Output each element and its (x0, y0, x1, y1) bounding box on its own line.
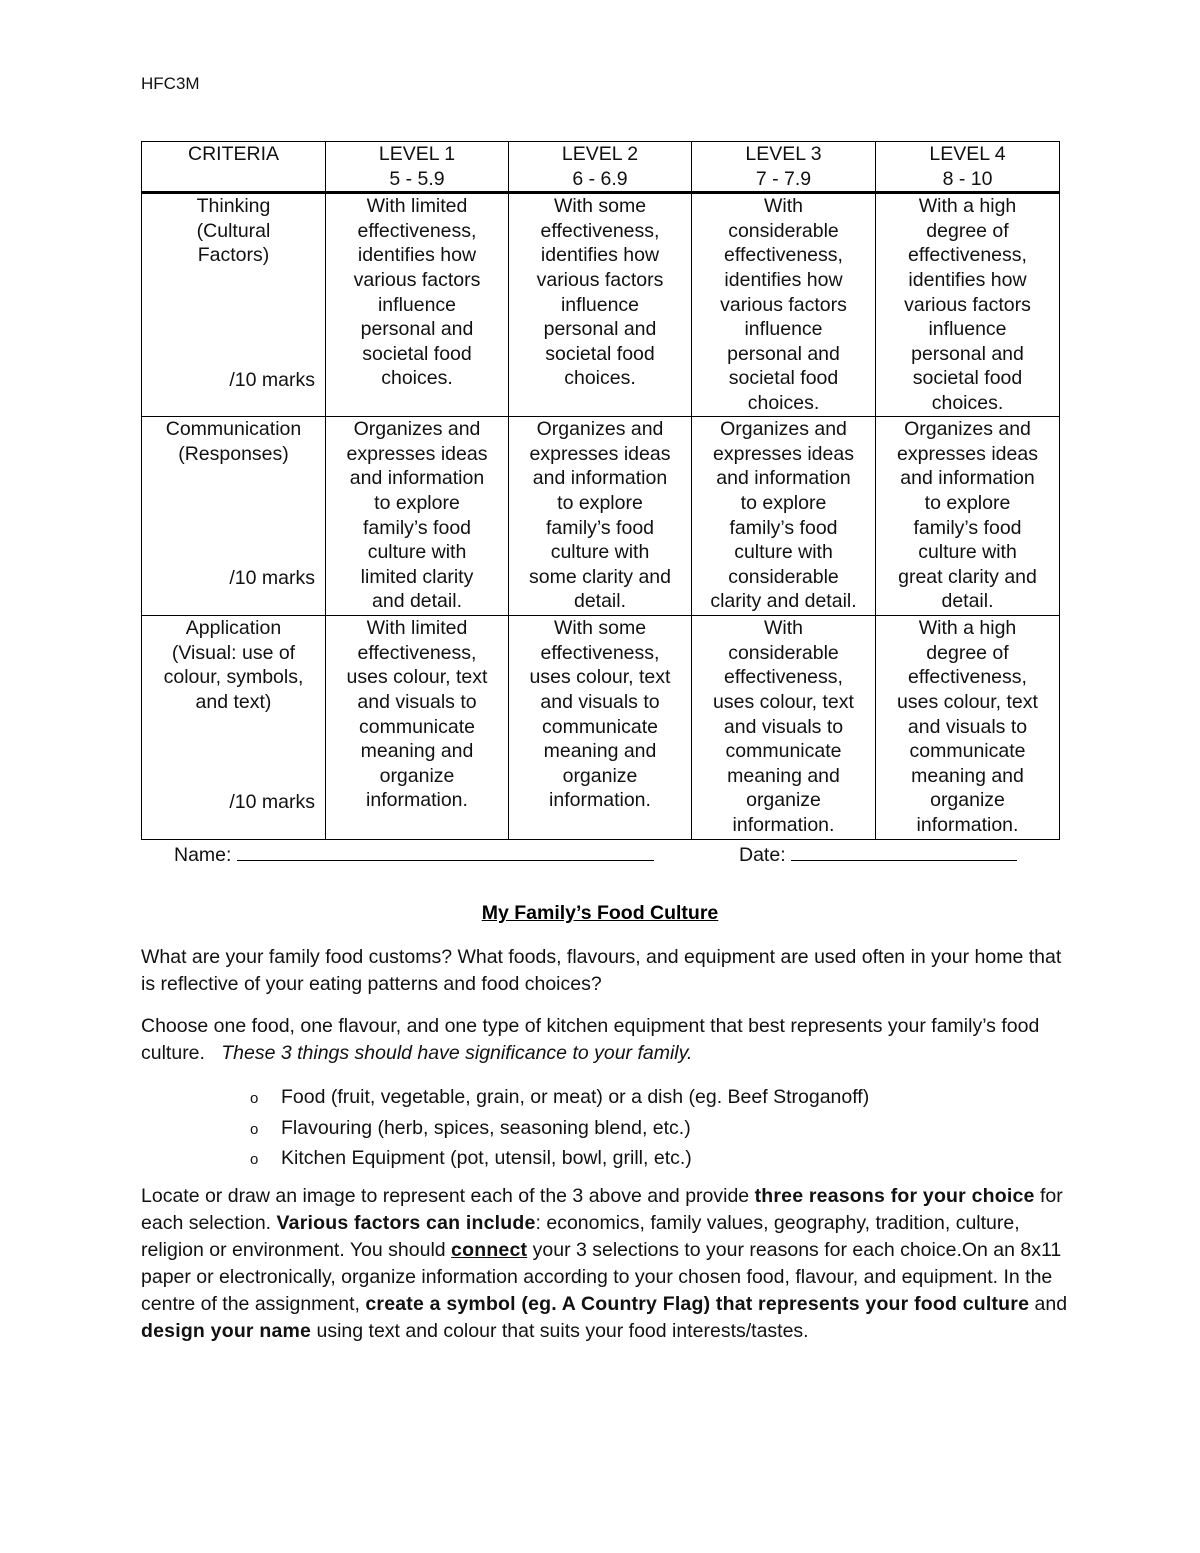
option-text: Kitchen Equipment (pot, utensil, bowl, grill, etc.) (281, 1147, 692, 1169)
descriptor-cell (326, 193, 509, 417)
descriptor-cell (509, 193, 692, 417)
level-2-label: LEVEL 2 (561, 143, 639, 165)
instr-text-1: Locate or draw an image to represent each of the 3 above and provide (141, 1185, 755, 1207)
criterion-marks: /10 marks (229, 369, 315, 392)
level-1-label: LEVEL 1 (378, 143, 456, 165)
criterion-marks: /10 marks (229, 567, 315, 590)
rubric-row-thinking (142, 193, 1060, 417)
descriptor-text: Organizes and expresses ideas and information to explore family’s food culture with great clarity and detail. (897, 418, 1038, 613)
descriptor-cell (876, 616, 1060, 840)
instr-text-3: : economics, family values, geography, tradition, culture, religion or environment. You should (141, 1212, 1020, 1261)
criterion-thinking (142, 193, 326, 417)
level-4-label: LEVEL 4 (929, 143, 1006, 165)
level-3-header (692, 142, 876, 193)
descriptor-text: With considerable effectiveness, identifies how various factors influence personal and societal food choices. (720, 195, 847, 414)
rubric-row-application (142, 616, 1060, 840)
bullet-icon: o (250, 1120, 259, 1138)
descriptor-text: With limited effectiveness, uses colour, text and visuals to communicate meaning and organize information. (346, 617, 488, 812)
descriptor-cell (876, 417, 1060, 616)
level-2-range: 6 - 6.9 (572, 167, 628, 190)
descriptor-text: Organizes and expresses ideas and information to explore family’s food culture with limited clarity and detail. (346, 418, 488, 613)
criterion-marks: /10 marks (229, 791, 315, 814)
descriptor-text: Organizes and expresses ideas and information to explore family’s food culture with considerable clarity and detail. (710, 418, 857, 613)
date-field-group (739, 842, 1017, 867)
criterion-communication (142, 417, 326, 616)
bullet-icon: o (250, 1151, 259, 1168)
list-item (250, 1144, 869, 1175)
criterion-name: Communication (Responses) (165, 418, 302, 465)
descriptor-cell (876, 193, 1060, 417)
course-code: HFC3M (141, 74, 200, 93)
option-text: Flavouring (herb, spices, seasoning blend, etc.) (281, 1116, 691, 1139)
date-line[interactable] (791, 842, 1017, 861)
descriptor-text: With limited effectiveness, identifies how various factors influence personal and societal food choices. (353, 195, 481, 390)
instr-bold-reasons: three reasons for your choice (754, 1185, 1035, 1207)
descriptor-text: With a high degree of effectiveness, uses colour, text and visuals to communicate meaning and organize information. (897, 617, 1038, 836)
instr-text-5: and (1029, 1293, 1068, 1315)
choose-emphasis: These 3 things should have significance to your family. (221, 1042, 693, 1064)
options-list (250, 1083, 869, 1175)
list-item (250, 1114, 869, 1145)
level-3-range: 7 - 7.9 (755, 167, 812, 190)
descriptor-cell (692, 193, 876, 417)
criteria-header-label: CRITERIA (187, 143, 279, 165)
descriptor-text: With some effectiveness, identifies how various factors influence personal and societal food choices. (536, 195, 664, 390)
intro-paragraph: What are your family food customs? What foods, flavours, and equipment are used often in your home that is reflective of your eating patterns and food choices? (141, 946, 1062, 995)
instr-text-4: your 3 selections to your reasons for each choice.On an 8x11 paper or electronically, organize information according to your chosen food, flavour, and equipment. In the centre of the assignment, (141, 1239, 1062, 1315)
descriptor-text: Organizes and expresses ideas and information to explore family’s food culture with some clarity and detail. (529, 418, 671, 613)
name-label: Name: (174, 844, 232, 866)
criteria-header (142, 142, 326, 193)
instructions-paragraph (141, 1183, 1071, 1345)
level-1-header (326, 142, 509, 193)
descriptor-cell (326, 417, 509, 616)
date-label: Date: (739, 844, 786, 866)
instr-text-2: for each selection. (141, 1185, 1063, 1234)
instr-bold-symbol: create a symbol (eg. A Country Flag) that represents your food culture (365, 1293, 1030, 1315)
descriptor-cell (692, 616, 876, 840)
descriptor-text: With considerable effectiveness, uses colour, text and visuals to communicate meaning and organize information. (713, 617, 854, 836)
rubric-header-row (142, 142, 1060, 193)
instr-text-6: using text and colour that suits your food interests/tastes. (311, 1320, 809, 1342)
bullet-icon: o (250, 1090, 259, 1107)
descriptor-text: With a high degree of effectiveness, identifies how various factors influence personal and societal food choices. (904, 195, 1031, 414)
instr-bold-factors: Various factors can include (276, 1212, 536, 1234)
level-2-header (509, 142, 692, 193)
level-3-label: LEVEL 3 (745, 143, 822, 165)
descriptor-cell (509, 616, 692, 840)
criterion-name: Thinking (Cultural Factors) (196, 195, 271, 267)
level-4-range: 8 - 10 (942, 167, 993, 190)
descriptor-cell (509, 417, 692, 616)
name-line[interactable] (237, 842, 654, 861)
descriptor-cell (692, 417, 876, 616)
assignment-title: My Family’s Food Culture (481, 902, 719, 924)
level-1-range: 5 - 5.9 (389, 167, 445, 190)
descriptor-cell (326, 616, 509, 840)
option-text: Food (fruit, vegetable, grain, or meat) or a dish (eg. Beef Stroganoff) (281, 1086, 870, 1108)
criterion-name: Application (Visual: use of colour, symbols, and text) (163, 617, 304, 713)
choose-text: Choose one food, one flavour, and one type of kitchen equipment that best represents your family’s food culture. (141, 1015, 1040, 1064)
list-item (250, 1083, 869, 1114)
rubric-table (141, 141, 1060, 840)
level-4-header (876, 142, 1060, 193)
name-field-group (174, 842, 654, 867)
criterion-application (142, 616, 326, 840)
rubric-row-communication (142, 417, 1060, 616)
instr-bold-name: design your name (141, 1320, 312, 1342)
choose-paragraph (141, 1013, 1071, 1067)
descriptor-text: With some effectiveness, uses colour, text and visuals to communicate meaning and organize information. (529, 617, 671, 812)
instr-bold-connect: connect (451, 1239, 528, 1261)
